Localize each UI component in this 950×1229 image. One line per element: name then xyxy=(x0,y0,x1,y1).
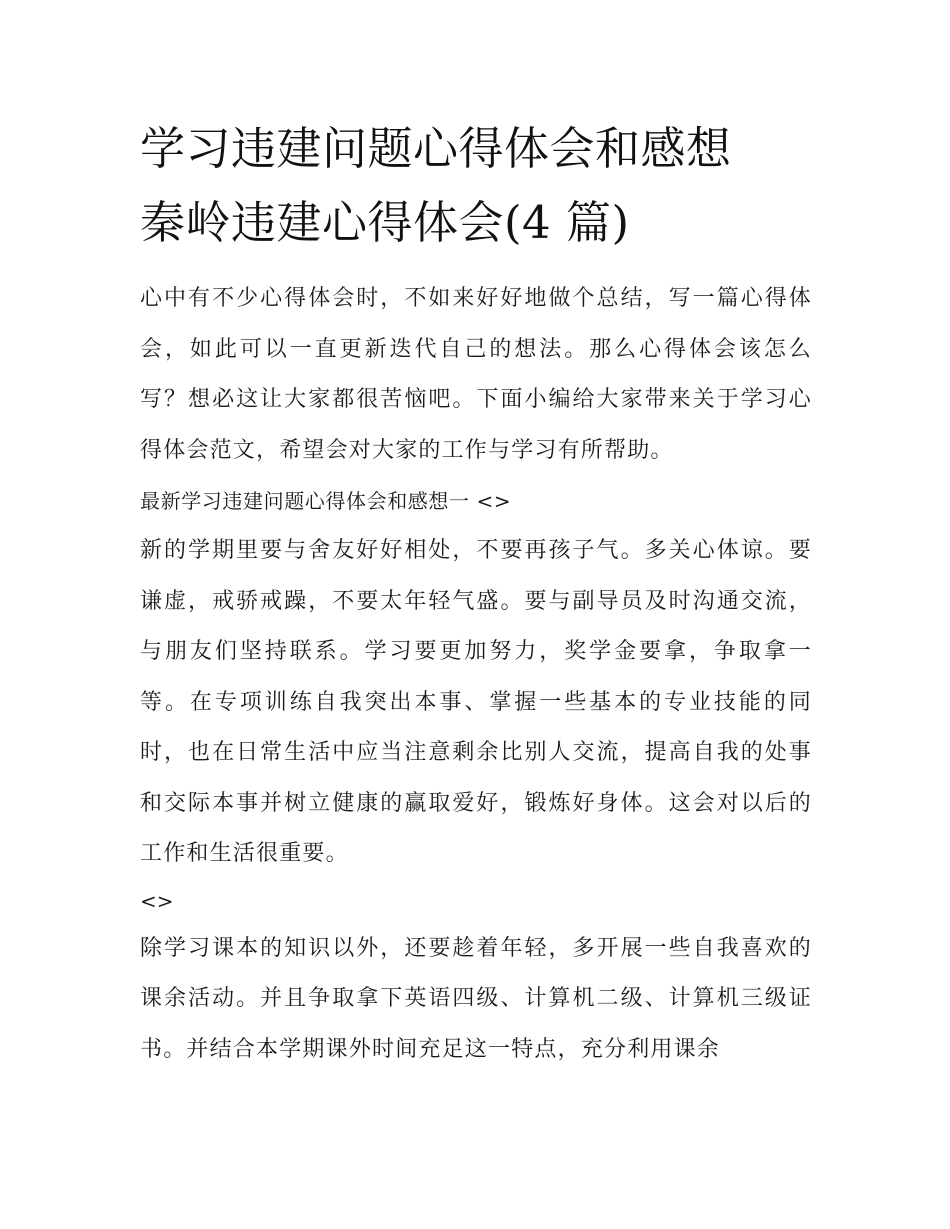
title-line-1: 学习违建问题心得体会和感想 xyxy=(140,122,732,175)
section-marker: <> xyxy=(140,888,174,913)
body-paragraph-1: 新的学期里要与舍友好好相处，不要再孩子气。多关心体谅。要谦虚，戒骄戒躁，不要太年轻气盛。要与副导员及时沟通交流，与朋友们坚持联系。学习要更加努力，奖学金要拿，争取拿一等。在专项训练自我突出本事、掌握一些基本的专业技能的同时，也在日常生活中应当注意剩余比别人交流，提高自我的处事和交际本事并树立健康的赢取爱好，锻炼好身体。这会对以后的工作和生活很重要。 xyxy=(140,538,812,866)
intro-paragraph: 心中有不少心得体会时，不如来好好地做个总结，写一篇心得体会，如此可以一直更新迭代自己的想法。那么心得体会该怎么写？想必这让大家都很苦恼吧。下面小编给大家带来关于学习心得体会范文，希望会对大家的工作与学习有所帮助。 xyxy=(140,286,812,463)
document-title xyxy=(140,112,812,260)
document-body xyxy=(140,112,812,1075)
section-heading: 最新学习违建问题心得体会和感想一 <> xyxy=(140,489,512,513)
body-paragraph-2: 除学习课本的知识以外，还要趁着年轻，多开展一些自我喜欢的课余活动。并且争取拿下英语四级、计算机二级、计算机三级证书。并结合本学期课外时间充足这一特点，充分利用课余 xyxy=(140,935,812,1062)
title-line-2: 秦岭违建心得体会(4 篇) xyxy=(140,196,630,249)
